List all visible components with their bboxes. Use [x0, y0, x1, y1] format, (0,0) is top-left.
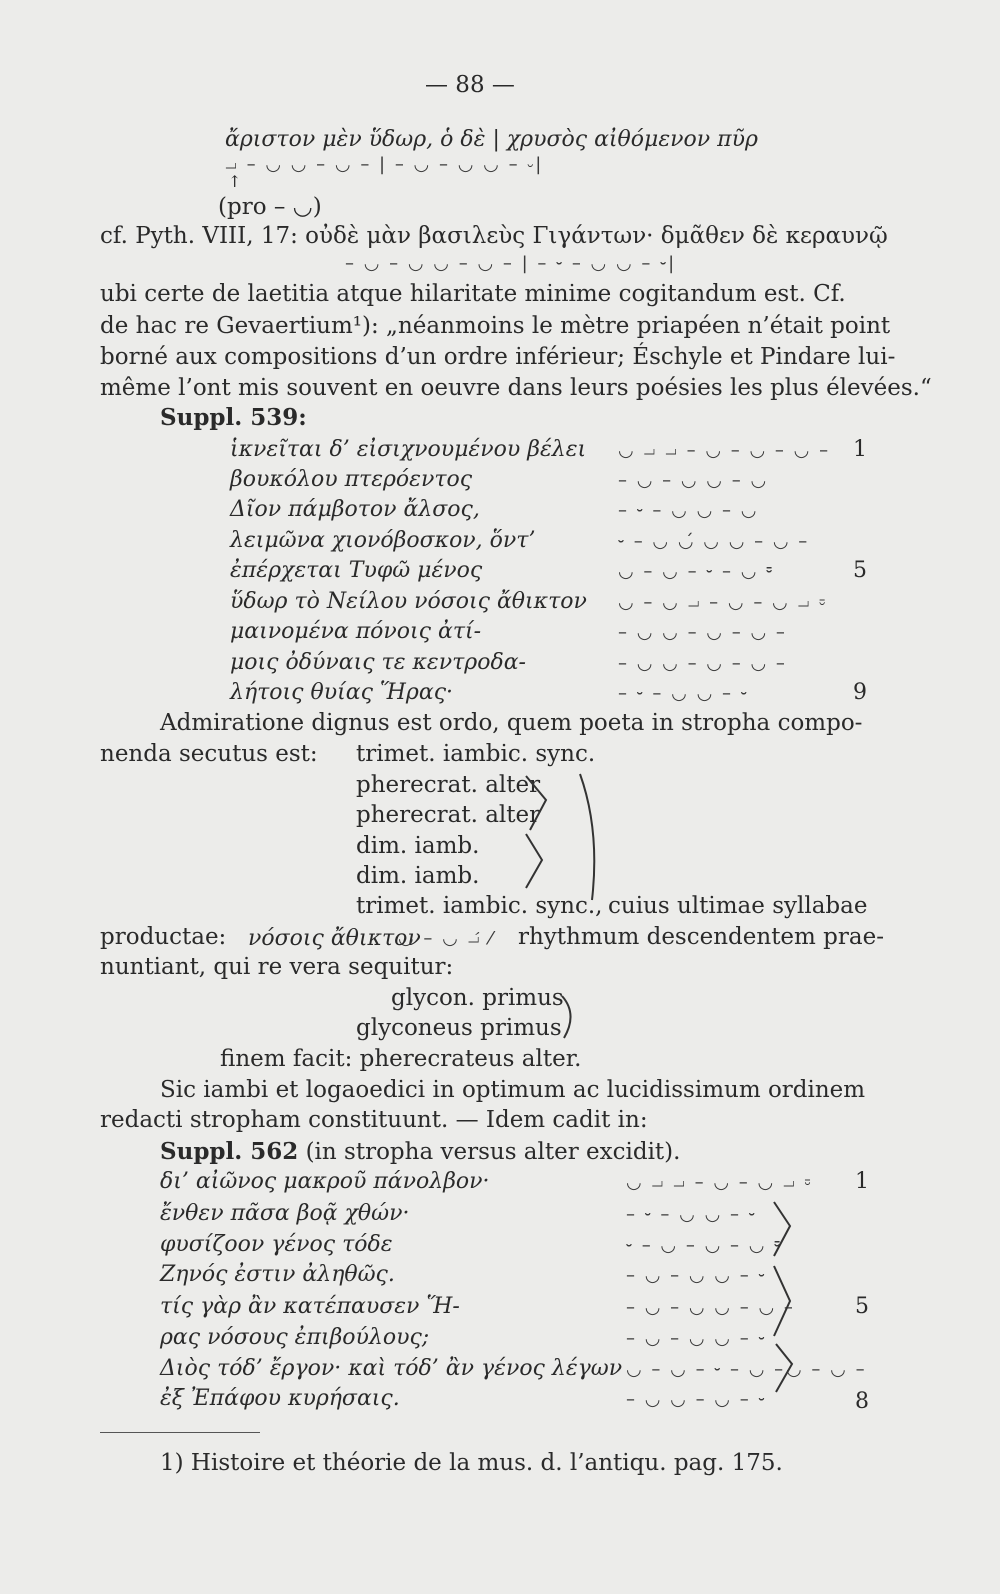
suppl1-greek-2: βουκόλου πτερόεντος [230, 467, 473, 492]
suppl1-meter-9: – ⏑ – ◡ ◡ – ⏑ [618, 683, 749, 704]
suppl1-greek-6: ὕδωρ τὸ Νείλου νόσοις ἄθικτον [230, 589, 587, 614]
suppl2-meter-2: – ⏑ – ◡ ◡ – ⏑ [626, 1204, 757, 1225]
suppl1-num-5: 5 [853, 558, 867, 583]
analysis-line-1: Admiratione dignus est ordo, quem poeta in stropha compo- [160, 710, 863, 736]
sic-line-2: redacti stropham constituunt. — Idem cadit in: [100, 1107, 648, 1133]
suppl1-greek-3: Δῖον πάμβοτον ἄλσος, [230, 497, 480, 522]
productae-label: productae: [100, 924, 227, 950]
cf-line: cf. Pyth. VIII, 17: οὐδὲ μὰν βασιλεὺς Γιγάντων· δμᾶθεν δὲ κεραυνῷ [100, 223, 888, 249]
page-number: — 88 — [425, 72, 515, 98]
suppl2-meter-4: – ◡ – ◡ ◡ – ⏑ [626, 1265, 767, 1286]
suppl1-greek-5: ἐπέρχεται Τυφῶ μένος [230, 558, 483, 583]
footnote: 1) Histoire et théorie de la mus. d. l’antiqu. pag. 175. [160, 1450, 783, 1476]
suppl2-meter-7-tail: ◡ – ◡ – [786, 1359, 867, 1380]
suppl1-meter-5: ◡ – ◡ – ⏑ – ◡ ⏒ [618, 561, 775, 582]
suppl2-greek-2: ἔνθεν πᾶσα βοᾷ χθών· [160, 1201, 410, 1226]
suppl1-meter-6: ◡ – ◡ ⏗ – ◡ – ◡ ⏗ ⏒ [618, 592, 828, 613]
suppl2-meter-6: – ◡ – ◡ ◡ – ⏑ [626, 1328, 767, 1349]
scheme-item-1: trimet. iambic. sync. [356, 741, 596, 767]
sic-line-1: Sic iambi et logaoedici in optimum ac lucidissimum ordinem [160, 1077, 866, 1103]
suppl2-num-5: 5 [855, 1294, 869, 1319]
glycon-line: glycon. primus [391, 985, 564, 1011]
suppl1-meter-8: – ◡ ◡ – ◡ – ◡ – [618, 653, 787, 674]
suppl1-greek-9: λήτοις θυίας Ἥρας· [230, 680, 454, 705]
pro-note: (pro – ◡) [218, 194, 322, 220]
suppl2-greek-5: τίς γὰρ ἂν κατέπαυσεν Ἥ- [160, 1294, 460, 1319]
glyconeus-line: glyconeus primus [356, 1015, 562, 1041]
latin-line-3: borné aux compositions d’un ordre inférieur; Éschyle et Pindare lui- [100, 344, 896, 370]
analysis-line-2: nenda secutus est: [100, 741, 318, 767]
latin-line-4: même l’ont mis souvent en oeuvre dans leurs poésies les plus élevées.“ [100, 375, 932, 401]
suppl2-greek-4: Ζηνός ἐστιν ἀληθῶς. [160, 1262, 395, 1287]
suppl2-greek-8: ἐξ Ἐπάφου κυρήσαις. [160, 1386, 400, 1411]
suppl1-greek-8: μοις ὀδύναις τε κεντροδα- [230, 650, 526, 675]
suppl2-meter-7: ◡ – ◡ – ⏑ – ◡ – [626, 1359, 786, 1380]
suppl1-meter-1: ◡ ⏗ ⏗ – ◡ – ◡ – ◡ – [618, 440, 831, 461]
suppl1-num-1: 1 [853, 437, 867, 462]
suppl1-meter-2: – ◡ – ◡ ◡ – ◡ [618, 470, 769, 491]
latin-line-1: ubi certe de laetitia atque hilaritate minime cogitandum est. Cf. [100, 281, 846, 307]
productae-greek: νόσοις ἄθικτον [248, 926, 421, 951]
suppl2-meter-8: – ◡ ◡ – ◡ – ⏑ [626, 1389, 767, 1410]
suppl1-greek-1: ἱκνεῖται δ’ εἰσιχνουμένου βέλει [230, 437, 587, 462]
suppl2-num-1: 1 [855, 1169, 869, 1194]
suppl2-meter-1: ◡ ⏗ ⏗ – ◡ – ◡ ⏗ ⏒ [626, 1172, 813, 1193]
intro-greek-line: ἄριστον μὲν ὕδωρ, ὁ δὲ | χρυσὸς αἰθόμενον πῦρ [225, 127, 758, 152]
finem-line: finem facit: pherecrateus alter. [220, 1046, 582, 1072]
suppl2-heading-bold: Suppl. 562 [160, 1138, 299, 1165]
suppl2-heading-rest: (in stropha versus alter excidit). [305, 1139, 681, 1165]
intro-meter-line: ⏗ – ◡ ◡ – ◡ – | – ◡ – ◡ ◡ – ⏑| [225, 154, 544, 175]
productae-meter: ◡ – ◡ ⏗́ ⁄ [398, 928, 495, 949]
scheme-item-4: dim. iamb. [356, 833, 480, 859]
suppl2-bracket-lines [770, 1196, 800, 1416]
arrow-mark: ↑ [228, 172, 242, 191]
suppl2-heading [160, 1138, 680, 1165]
suppl2-greek-7: Διὸς τόδ’ ἔργον· καὶ τόδ’ ἂν γένος λέγων [160, 1356, 623, 1381]
suppl1-meter-4: ⏑ – ◡ ◡́ ◡ ◡ – ◡ – [618, 531, 810, 552]
scheme-item-3: pherecrat. alter [356, 802, 541, 828]
cf-meter: – ◡ – ◡ ◡ – ◡ – | – ⏑ – ◡ ◡ – ⏑| [345, 253, 677, 274]
scheme-item-6: trimet. iambic. sync., [356, 893, 603, 919]
glycon-bracket [560, 992, 584, 1044]
suppl1-meter-3: – ⏑ – ◡ ◡ – ◡ [618, 500, 759, 521]
productae-rest: rhythmum descendentem prae- [518, 924, 884, 950]
suppl2-greek-3: φυσίζοον γένος τόδε [160, 1232, 393, 1257]
cuius-text: cuius ultimae syllabae [608, 893, 868, 919]
suppl1-greek-7: μαινομένα πόνοις ἀτί- [230, 619, 482, 644]
suppl2-num-8: 8 [855, 1389, 869, 1414]
suppl2-greek-1: δι’ αἰῶνος μακροῦ πάνολβον· [160, 1169, 490, 1194]
footnote-rule [100, 1432, 260, 1433]
suppl1-heading: Suppl. 539: [160, 404, 307, 431]
suppl2-greek-6: ρας νόσους ἐπιβούλους; [160, 1325, 430, 1350]
suppl2-meter-5: – ◡ – ◡ ◡ – ◡ – [626, 1297, 795, 1318]
suppl2-meter-3: ⏑ – ◡ – ◡ – ◡ ⏒ [626, 1235, 783, 1256]
scheme-item-5: dim. iamb. [356, 863, 480, 889]
scheme-bracket-lines [520, 770, 610, 910]
nuntiant-line: nuntiant, qui re vera sequitur: [100, 954, 454, 980]
scheme-item-2: pherecrat. alter [356, 772, 541, 798]
suppl1-greek-4: λειμῶνα χιονόβοσκον, ὅντ’ [230, 528, 536, 553]
suppl1-meter-7: – ◡ ◡ – ◡ – ◡ – [618, 622, 787, 643]
latin-line-2: de hac re Gevaertium¹): „néanmoins le mètre priapéen n’était point [100, 313, 891, 339]
suppl1-num-9: 9 [853, 680, 867, 705]
